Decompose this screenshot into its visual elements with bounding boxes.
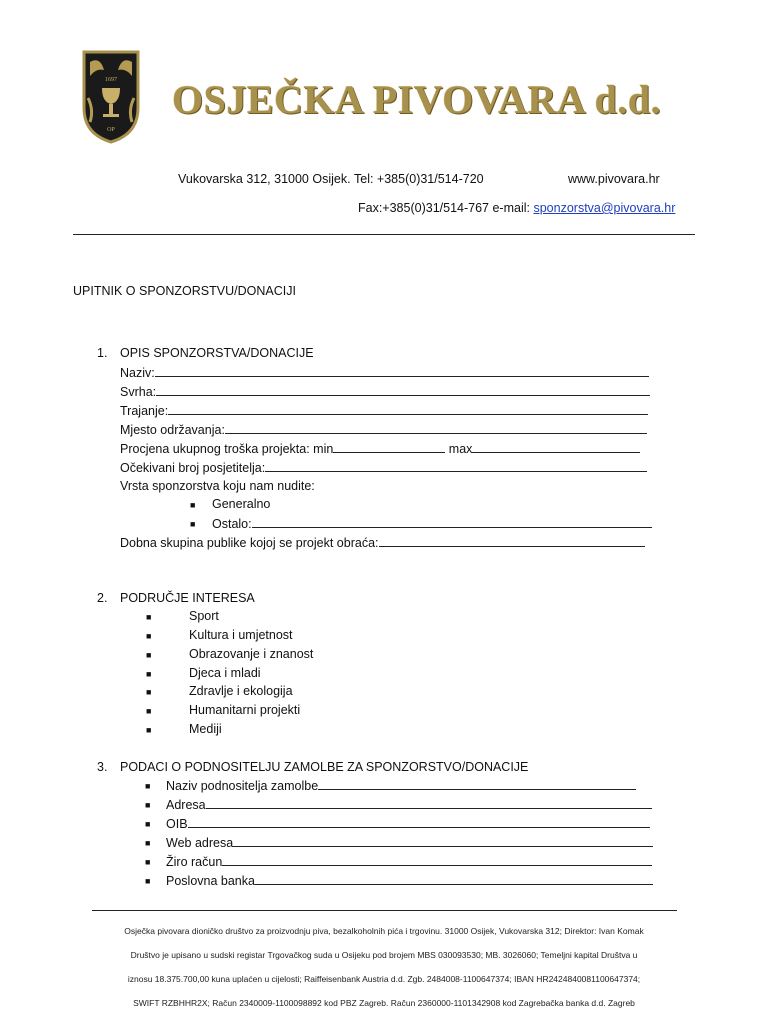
interest-item[interactable]: Humanitarni projekti xyxy=(189,703,301,717)
interest-item[interactable]: Sport xyxy=(189,609,219,623)
fax-email-label: Fax:+385(0)31/514-767 e-mail: xyxy=(358,201,530,215)
field-ostalo-line[interactable] xyxy=(252,516,652,528)
bullet-icon: ■ xyxy=(190,500,196,510)
applicant-field-label: Web adresa xyxy=(166,836,234,850)
interest-item[interactable]: Zdravlje i ekologija xyxy=(189,684,293,698)
footer-line-2: Društvo je upisano u sudski registar Trgovačkog suda u Osijeku pod brojem MBS 030093530; MB. 3026060; Temeljni kapital Društva u xyxy=(130,950,638,960)
applicant-field[interactable] xyxy=(166,778,636,793)
applicant-field-line[interactable] xyxy=(206,797,652,809)
bullet-icon: ■ xyxy=(146,612,152,622)
field-procjena-max-line[interactable] xyxy=(472,441,640,453)
field-trajanje[interactable] xyxy=(120,403,648,418)
applicant-field[interactable] xyxy=(166,873,653,888)
footer-line-3: iznosu 18.375.700,00 kuna uplaćen u cijelosti; Raiffeisenbank Austria d.d. Zgb. 2484008-1100647374; IBAN HR2424840081100647374; xyxy=(127,974,641,984)
applicant-field[interactable] xyxy=(166,854,652,869)
section3-heading: PODACI O PODNOSITELJU ZAMOLBE ZA SPONZORSTVO/DONACIJE xyxy=(120,760,529,774)
option-generalno[interactable]: Generalno xyxy=(212,497,271,511)
field-vrsta-label: Vrsta sponzorstva koju nam nudite: xyxy=(120,479,315,493)
applicant-field[interactable] xyxy=(166,835,653,850)
applicant-field[interactable] xyxy=(166,816,650,831)
interest-item[interactable]: Mediji xyxy=(189,722,222,736)
field-svrha[interactable] xyxy=(120,384,650,399)
footer-divider xyxy=(92,910,677,911)
field-publika-line[interactable] xyxy=(379,535,645,547)
interest-item[interactable]: Kultura i umjetnost xyxy=(189,628,293,642)
email-link[interactable]: sponzorstva@pivovara.hr xyxy=(533,201,676,215)
bullet-icon: ■ xyxy=(145,781,151,791)
section1-number: 1. xyxy=(97,346,108,360)
applicant-field-line[interactable] xyxy=(318,778,636,790)
applicant-field-line[interactable] xyxy=(222,854,652,866)
field-ostalo-label: Ostalo: xyxy=(212,517,252,531)
applicant-field-label: Naziv podnositelja zamolbe xyxy=(166,779,319,793)
field-procjena[interactable] xyxy=(120,441,640,456)
footer-line-1: Osječka pivovara dioničko društvo za proizvodnju piva, bezalkoholnih pića i trgovinu. 31000 Osijek, Vukovarska 312; Direktor: Ivan Komak xyxy=(124,926,644,936)
company-website[interactable]: www.pivovara.hr xyxy=(568,172,660,186)
field-publika-label: Dobna skupina publike kojoj se projekt obraća: xyxy=(120,536,379,550)
footer-line-4: SWIFT RZBHHR2X; Račun 2340009-1100098892 kod PBZ Zagreb. Račun 2360000-1101342908 kod Zagrebačka banka d.d. Zagreb xyxy=(133,998,635,1008)
applicant-field[interactable] xyxy=(166,797,652,812)
applicant-field-label: Žiro račun xyxy=(166,855,223,869)
field-naziv-label: Naziv: xyxy=(120,366,155,380)
section2-heading: PODRUČJE INTERESA xyxy=(120,591,255,605)
bullet-icon: ■ xyxy=(146,725,152,735)
field-mjesto-line[interactable] xyxy=(225,422,647,434)
field-publika[interactable] xyxy=(120,535,645,550)
applicant-field-label: Poslovna banka xyxy=(166,874,255,888)
company-phone: Tel: +385(0)31/514-720 xyxy=(354,172,484,186)
section3-number: 3. xyxy=(97,760,108,774)
field-naziv[interactable] xyxy=(120,365,649,380)
field-naziv-line[interactable] xyxy=(155,365,649,377)
bullet-icon: ■ xyxy=(145,857,151,867)
bullet-icon: ■ xyxy=(145,819,151,829)
field-trajanje-label: Trajanje: xyxy=(120,404,169,418)
field-mjesto[interactable] xyxy=(120,422,647,437)
section1-heading: OPIS SPONZORSTVA/DONACIJE xyxy=(120,346,314,360)
company-name-logo: OSJEČKA PIVOVARA d.d. xyxy=(172,77,662,122)
svg-text:1697: 1697 xyxy=(105,77,117,83)
applicant-field-line[interactable] xyxy=(188,816,650,828)
field-posjetitelji[interactable] xyxy=(120,460,647,475)
field-procjena-label: Procjena ukupnog troška projekta: min xyxy=(120,442,334,456)
field-posjetitelji-label: Očekivani broj posjetitelja: xyxy=(120,461,266,475)
field-mjesto-label: Mjesto održavanja: xyxy=(120,423,225,437)
field-ostalo[interactable] xyxy=(212,516,652,531)
section2-number: 2. xyxy=(97,591,108,605)
field-posjetitelji-line[interactable] xyxy=(265,460,647,472)
bullet-icon: ■ xyxy=(190,519,196,529)
company-emblem xyxy=(80,48,142,144)
bullet-icon: ■ xyxy=(146,650,152,660)
bullet-icon: ■ xyxy=(146,687,152,697)
header-divider xyxy=(73,234,695,235)
field-svrha-line[interactable] xyxy=(156,384,650,396)
interest-item[interactable]: Djeca i mladi xyxy=(189,666,261,680)
interest-item[interactable]: Obrazovanje i znanost xyxy=(189,647,314,661)
bullet-icon: ■ xyxy=(146,706,152,716)
bullet-icon: ■ xyxy=(146,669,152,679)
field-procjena-min-line[interactable] xyxy=(333,441,445,453)
bullet-icon: ■ xyxy=(146,631,152,641)
bullet-icon: ■ xyxy=(145,838,151,848)
applicant-field-line[interactable] xyxy=(255,873,653,885)
field-trajanje-line[interactable] xyxy=(168,403,648,415)
field-svrha-label: Svrha: xyxy=(120,385,157,399)
applicant-field-label: OIB xyxy=(166,817,188,831)
svg-text:OP: OP xyxy=(107,127,115,133)
applicant-field-label: Adresa xyxy=(166,798,206,812)
applicant-field-line[interactable] xyxy=(233,835,653,847)
bullet-icon: ■ xyxy=(145,876,151,886)
bullet-icon: ■ xyxy=(145,800,151,810)
fax-email-row xyxy=(358,201,675,215)
company-address: Vukovarska 312, 31000 Osijek. xyxy=(178,172,351,186)
field-procjena-max-label: max xyxy=(448,442,473,456)
document-title: UPITNIK O SPONZORSTVU/DONACIJI xyxy=(73,284,296,298)
